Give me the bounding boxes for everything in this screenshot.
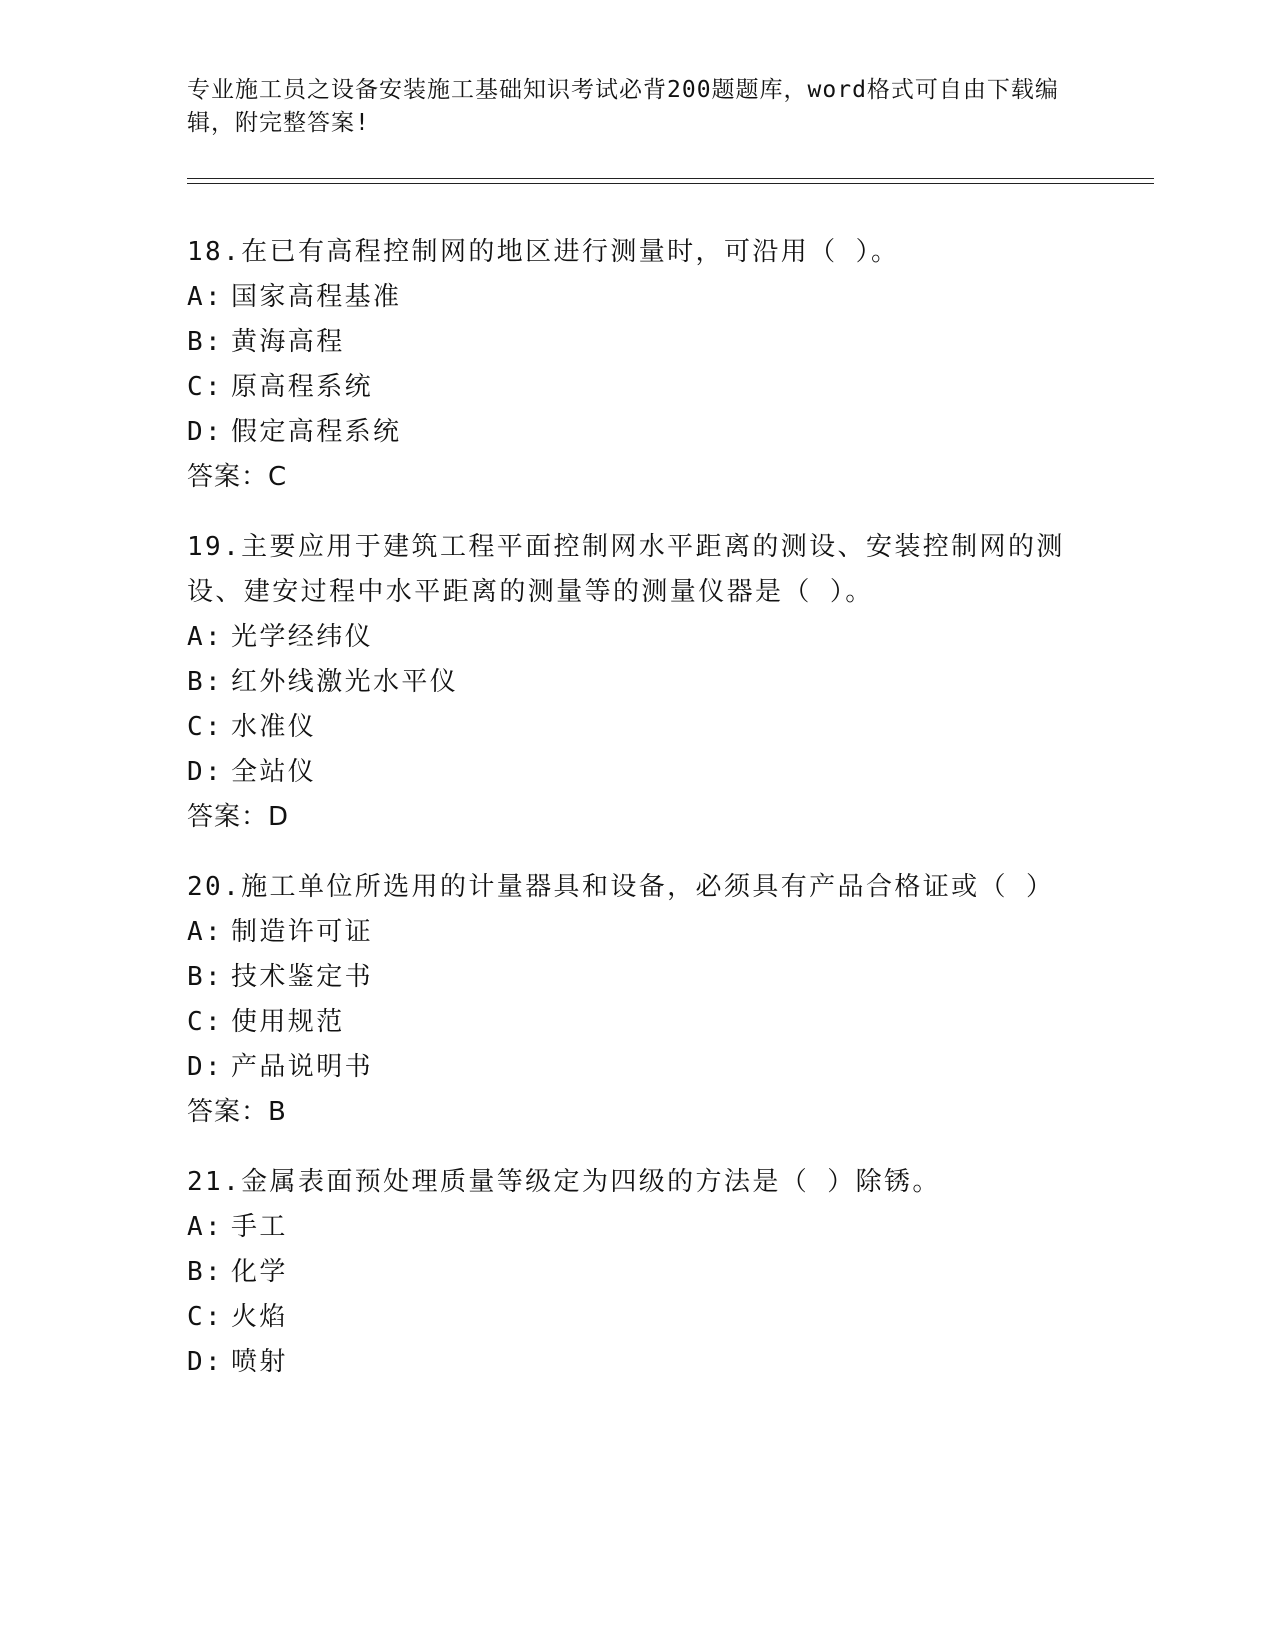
option-letter: C: bbox=[187, 1007, 224, 1037]
answer-line: 答案：C bbox=[187, 462, 288, 492]
option-text: 假定高程系统 bbox=[231, 417, 402, 447]
header-rule-top bbox=[187, 178, 1154, 179]
option-a bbox=[187, 910, 1087, 955]
option-letter: A: bbox=[187, 1212, 224, 1242]
option-text: 化学 bbox=[231, 1257, 288, 1287]
option-text: 火焰 bbox=[231, 1302, 288, 1332]
option-text: 使用规范 bbox=[231, 1007, 345, 1037]
option-letter: A: bbox=[187, 622, 224, 652]
option-text: 红外线激光水平仪 bbox=[231, 667, 459, 697]
option-d bbox=[187, 1045, 1087, 1090]
option-c bbox=[187, 705, 1087, 750]
document-title: 专业施工员之设备安装施工基础知识考试必背200题题库，word格式可自由下载编辑，附完整答案! bbox=[187, 77, 1059, 136]
option-letter: D: bbox=[187, 417, 224, 447]
option-letter: D: bbox=[187, 1052, 224, 1082]
option-text: 喷射 bbox=[231, 1347, 288, 1377]
option-a bbox=[187, 275, 1087, 320]
option-text: 原高程系统 bbox=[231, 372, 374, 402]
option-text: 技术鉴定书 bbox=[231, 962, 374, 992]
option-c bbox=[187, 365, 1087, 410]
option-d bbox=[187, 1340, 1087, 1385]
option-text: 国家高程基准 bbox=[231, 282, 402, 312]
option-b bbox=[187, 1250, 1087, 1295]
question-19 bbox=[187, 525, 1087, 840]
option-letter: D: bbox=[187, 757, 224, 787]
option-text: 光学经纬仪 bbox=[231, 622, 374, 652]
option-text: 制造许可证 bbox=[231, 917, 374, 947]
header-rule-bottom bbox=[187, 183, 1154, 184]
option-text: 产品说明书 bbox=[231, 1052, 374, 1082]
option-d bbox=[187, 410, 1087, 455]
option-letter: A: bbox=[187, 917, 224, 947]
option-b bbox=[187, 955, 1087, 1000]
option-letter: B: bbox=[187, 1257, 224, 1287]
option-d bbox=[187, 750, 1087, 795]
option-text: 黄海高程 bbox=[231, 327, 345, 357]
option-text: 水准仪 bbox=[231, 712, 317, 742]
question-18 bbox=[187, 230, 1087, 500]
option-b bbox=[187, 320, 1087, 365]
option-letter: D: bbox=[187, 1347, 224, 1377]
question-stem: 21.金属表面预处理质量等级定为四级的方法是（ ）除锈。 bbox=[187, 1167, 941, 1197]
answer-line: 答案：B bbox=[187, 1097, 287, 1127]
answer-line: 答案：D bbox=[187, 802, 290, 832]
question-20 bbox=[187, 865, 1087, 1135]
question-stem: 19.主要应用于建筑工程平面控制网水平距离的测设、安装控制网的测设、建安过程中水平距离的测量等的测量仪器是（ ）。 bbox=[187, 532, 1065, 607]
option-c bbox=[187, 1000, 1087, 1045]
question-21 bbox=[187, 1160, 1087, 1385]
option-a bbox=[187, 615, 1087, 660]
question-list bbox=[187, 230, 1087, 1410]
option-b bbox=[187, 660, 1087, 705]
question-stem: 18.在已有高程控制网的地区进行测量时，可沿用（ ）。 bbox=[187, 237, 900, 267]
option-letter: B: bbox=[187, 327, 224, 357]
option-letter: C: bbox=[187, 712, 224, 742]
question-stem: 20.施工单位所选用的计量器具和设备，必须具有产品合格证或（ ） bbox=[187, 872, 1055, 902]
option-letter: B: bbox=[187, 962, 224, 992]
option-c bbox=[187, 1295, 1087, 1340]
option-text: 全站仪 bbox=[231, 757, 317, 787]
option-letter: A: bbox=[187, 282, 224, 312]
option-text: 手工 bbox=[231, 1212, 288, 1242]
option-a bbox=[187, 1205, 1087, 1250]
option-letter: C: bbox=[187, 372, 224, 402]
option-letter: B: bbox=[187, 667, 224, 697]
option-letter: C: bbox=[187, 1302, 224, 1332]
